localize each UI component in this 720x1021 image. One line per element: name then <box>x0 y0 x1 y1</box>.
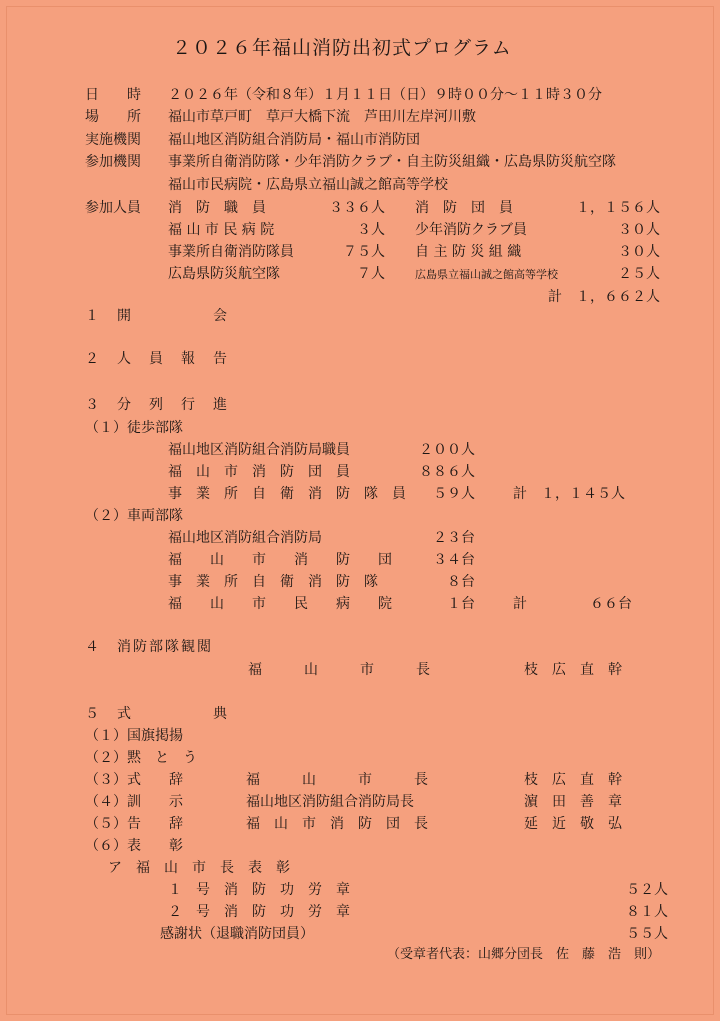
section-review: ４ 消防部隊観閲 <box>85 639 213 655</box>
vehicle-total-value: ６６台 <box>590 596 632 612</box>
ceremony-role: 福 山 市 長 <box>246 772 428 788</box>
foot-unit-name: 福山地区消防組合消防局職員 <box>168 442 350 458</box>
ceremony-item: （６）表 彰 <box>85 838 183 854</box>
vehicle-unit-value: ８台 <box>447 574 475 590</box>
count-value: ３３６人 <box>329 200 385 216</box>
count-value-2: ３０人 <box>618 222 660 238</box>
ceremony-role: 福 山 市 消 防 団 長 <box>246 816 428 832</box>
orgs-label: 参加機関 <box>85 154 141 170</box>
section-march: ３ 分 列 行 進 <box>85 397 229 413</box>
award-name: 感謝状（退職消防団員） <box>160 926 314 942</box>
place-value: 福山市草戸町 草戸大橋下流 芦田川左岸河川敷 <box>168 109 476 125</box>
date-value: ２０２６年（令和８年）１月１１日（日）９時００分～１１時３０分 <box>168 87 602 103</box>
award-representative: （受章者代表：山郷分団長 佐 藤 浩 則） <box>386 947 660 962</box>
award-name: １ 号 消 防 功 労 章 <box>168 882 350 898</box>
count-label: 参加人員 <box>85 200 141 216</box>
award-name: ２ 号 消 防 功 労 章 <box>168 904 350 920</box>
host-label: 実施機関 <box>85 132 141 148</box>
section-roll-call: ２ 人 員 報 告 <box>85 351 229 367</box>
foot-unit-value: ２００人 <box>419 442 475 458</box>
orgs-line-2: 福山市民病院・広島県立福山誠之館高等学校 <box>168 177 448 193</box>
count-value-2: １，１５６人 <box>576 200 660 216</box>
count-value-2: ３０人 <box>618 244 660 260</box>
count-name: 消 防 職 員 <box>168 200 266 216</box>
host-value: 福山地区消防組合消防局・福山市消防団 <box>168 132 420 148</box>
vehicle-unit-name: 事 業 所 自 衛 消 防 隊 <box>168 574 378 590</box>
ceremony-item: （５）告 辞 <box>85 816 183 832</box>
foot-unit-value: ８８６人 <box>419 464 475 480</box>
ceremony-item: （３）式 辞 <box>85 772 183 788</box>
count-name-2: 自 主 防 災 組 織 <box>415 244 522 260</box>
section-opening: １ 開 会 <box>85 308 229 324</box>
orgs-line-1: 事業所自衛消防隊・少年消防クラブ・自主防災組織・広島県防災航空隊 <box>168 154 616 170</box>
date-label: 日 時 <box>85 87 141 103</box>
vehicle-unit-value: １台 <box>447 596 475 612</box>
vehicle-unit-label: （２）車両部隊 <box>85 508 183 524</box>
count-name-2: 広島県立福山誠之館高等学校 <box>415 268 558 281</box>
ceremony-role: 福山地区消防組合消防局長 <box>246 794 414 810</box>
award-value: ５２人 <box>626 882 668 898</box>
review-person: 枝 広 直 幹 <box>524 662 622 678</box>
place-label: 場 所 <box>85 109 141 125</box>
foot-unit-total: 計 １，１４５人 <box>513 486 625 502</box>
count-name: 事業所自衛消防隊員 <box>168 244 294 260</box>
ceremony-person: 濵 田 善 章 <box>524 794 622 810</box>
count-name: 福 山 市 民 病 院 <box>168 222 275 238</box>
count-value: ７５人 <box>343 244 385 260</box>
vehicle-unit-name: 福山地区消防組合消防局 <box>168 530 322 546</box>
vehicle-unit-value: ２３台 <box>433 530 475 546</box>
vehicle-total-label: 計 <box>513 596 527 612</box>
ceremony-item: （４）訓 示 <box>85 794 183 810</box>
ceremony-item: （２）黙 と う <box>85 750 197 766</box>
vehicle-unit-name: 福 山 市 民 病 院 <box>168 596 392 612</box>
participants-total: 計 １，６６２人 <box>548 289 660 305</box>
count-value-2: ２５人 <box>618 266 660 282</box>
count-name-2: 少年消防クラブ員 <box>415 222 527 238</box>
foot-unit-name: 事 業 所 自 衛 消 防 隊 員 <box>168 486 406 502</box>
foot-unit-label: （１）徒歩部隊 <box>85 420 183 436</box>
award-value: ５５人 <box>626 926 668 942</box>
award-value: ８１人 <box>626 904 668 920</box>
count-name: 広島県防災航空隊 <box>168 266 280 282</box>
review-role: 福 山 市 長 <box>248 662 430 678</box>
foot-unit-name: 福 山 市 消 防 団 員 <box>168 464 350 480</box>
count-name-2: 消 防 団 員 <box>415 200 513 216</box>
foot-unit-value: ５９人 <box>433 486 475 502</box>
count-value: ３人 <box>357 222 385 238</box>
ceremony-person: 延 近 敬 弘 <box>524 816 622 832</box>
section-ceremony: ５ 式 典 <box>85 706 229 722</box>
ceremony-person: 枝 広 直 幹 <box>524 772 622 788</box>
vehicle-unit-value: ３４台 <box>433 552 475 568</box>
award-heading: ア 福 山 市 長 表 彰 <box>108 860 290 876</box>
page-title: ２０２６年福山消防出初式プログラム <box>172 37 512 59</box>
ceremony-item: （１）国旗掲揚 <box>85 728 183 744</box>
count-value: ７人 <box>357 266 385 282</box>
vehicle-unit-name: 福 山 市 消 防 団 <box>168 552 392 568</box>
